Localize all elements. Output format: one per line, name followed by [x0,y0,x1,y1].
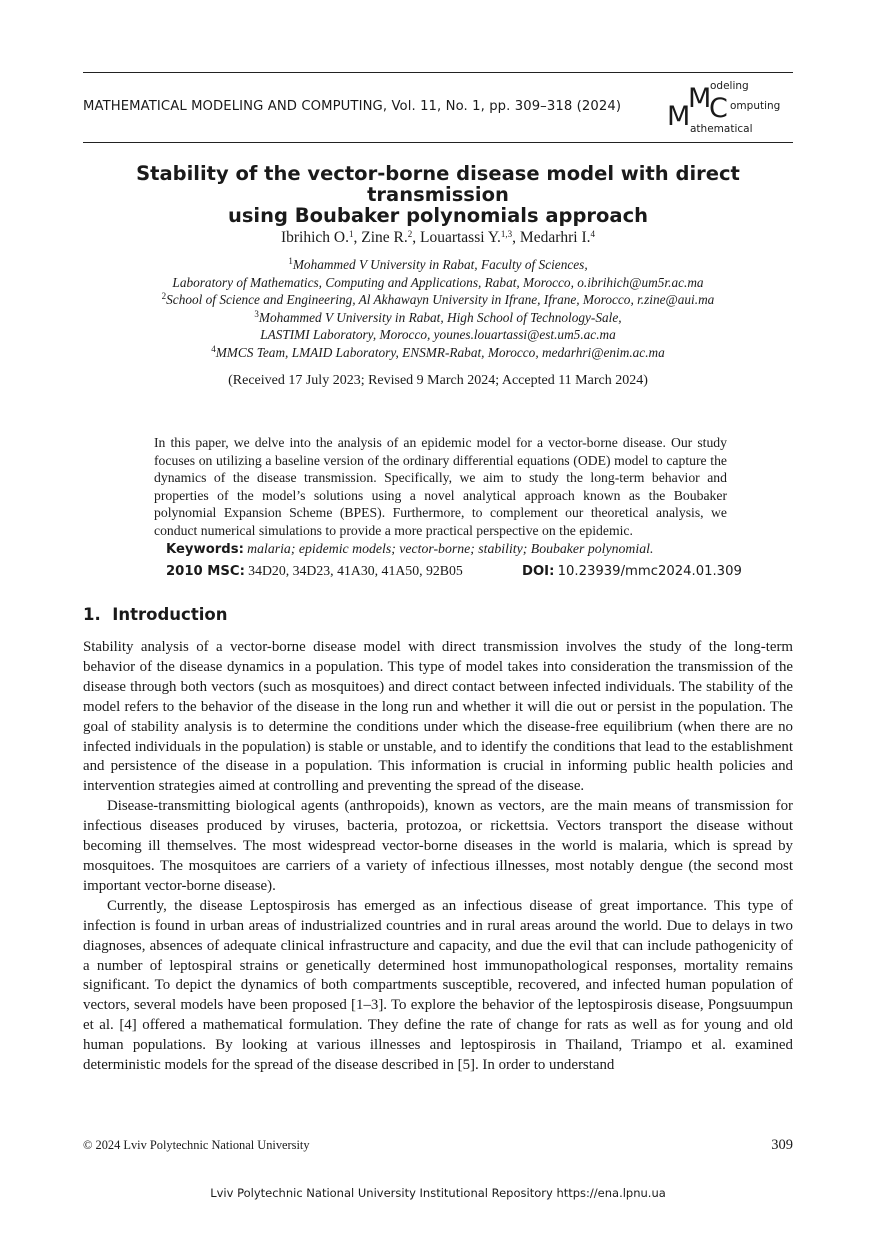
paragraph: Disease-transmitting biological agents (anthropoids), known as vectors, are the main means of transmission for infectious diseases produced by viruses, bacteria, protozoa, or rickettsia. Vectors transport the disease without becoming ill themselves. The most widespread vector-borne diseases in the world is malaria, which is spread by mosquitoes. The mosquitoes are carriers of a variety of infectious illnesses, most notably dengue (the second most important vector-borne disease). [83,798,793,894]
page-number: 309 [771,1137,793,1153]
affiliation-mark: 2 [161,291,167,302]
affiliation-line [83,274,793,292]
paper-title [83,163,793,226]
doi-link[interactable]: 10.23939/mmc2024.01.309 [557,564,742,579]
affiliations [83,256,793,362]
msc-value: 34D20, 34D23, 41A30, 41A50, 92B05 [248,563,463,578]
affiliation-text: Laboratory of Mathematics, Computing and Applications, Rabat, Morocco, o.ibrihich@um5r.ac.ma [172,274,704,290]
abstract: In this paper, we delve into the analysis of an epidemic model for a vector-borne disease. Our study focuses on utilizing a baseline version of the ordinary differential equations (ODE) model to capture the dynamics of the disease transmission. Specifically, we aim to study the long-term behavior and properties of the model’s solutions using a novel analytical approach known as the Boubaker polynomial Expansion Scheme (BPES). Furthermore, to complement our theoretical analysis, we conduct numerical simulations to provide a more practical perspective on the epidemic. [154,435,727,538]
affiliation-text: Mohammed V University in Rabat, Faculty of Sciences, [292,257,588,272]
keywords-value: malaria; epidemic models; vector-borne; stability; Boubaker polynomial. [247,541,654,556]
logo-word-modeling: odeling [710,80,749,92]
author-separator: , [412,229,420,246]
doi-line [522,563,742,579]
keywords-line [166,541,653,557]
title-line-2: using Boubaker polynomials approach [227,204,649,227]
doi-label: DOI: [522,564,555,579]
paragraph: Stability analysis of a vector-borne disease model with direct transmission involves the study of the long-term behavior of the disease dynamics in a population. This type of model takes into consideration the transmission of the disease through both vectors (such as mosquitoes) and direct contact between infected individuals. The stability of the model refers to the behavior of the disease in the long run and whether it will die out or persist in the population. The goal of stability analysis is to determine the conditions under which the disease-free equilibrium (when there are no infected individuals in the population) is stable or unstable, and to identify the conditions that lead to the establishment and persistence of the disease in a population. This information is crucial in informing public health policies and intervention strategies aimed at controlling and preventing the spread of the disease. [83,639,793,795]
title-line-1: Stability of the vector-borne disease model with direct transmission [136,162,740,206]
section-title: Introduction [112,605,228,624]
author-affil-mark: 4 [590,229,596,239]
affiliation-mark: 3 [254,308,259,319]
section-heading [83,605,227,624]
author: Zine R. [361,229,408,246]
keywords-label: Keywords: [166,542,244,557]
author-list [83,229,793,247]
journal-name: MATHEMATICAL MODELING AND COMPUTING, [83,99,388,114]
affiliation-text: LASTIMI Laboratory, Morocco, younes.louartassi@est.um5.ac.ma [260,327,616,343]
paragraph: Currently, the disease Leptospirosis has emerged as an infectious disease of great importance. This type of infection is found in urban areas of industrialized countries and in rural areas around the world. Due to delays in two diagnoses, absences of adequate clinical infrastructure and capacity, and due the evil that can include pathogenicity of a number of leptospiral strains or genetically determined host immunopathological responses, mortality remains significant. To depict the dynamics of both compartments susceptible, recovered, and infected human population of vectors, several models have been proposed [1–3]. To explore the behavior of the leptospirosis disease, Pongsuumpun et al. [4] offered a mathematical formulation. They define the rate of change for rats as well as for young and old human populations. By looking at various illnesses and leptospirosis in Thailand, Triampo et al. examined deterministic models for the spread of the disease described in [5]. In order to understand [83,897,793,1074]
affiliation-line [83,326,793,344]
msc-line [166,563,463,579]
copyright-notice: © 2024 Lviv Polytechnic National University [83,1138,310,1152]
received-dates: (Received 17 July 2023; Revised 9 March 2024; Accepted 11 March 2024) [228,373,648,388]
logo-word-mathematical: athematical [690,123,753,135]
logo-letter-c: C [709,93,728,124]
author-affil-mark: 1,3 [500,229,513,239]
header-bottom-rule [83,142,793,143]
author-separator: , [353,229,362,246]
logo-word-computing: omputing [730,100,781,112]
journal-header [83,99,621,114]
logo-letter-m-lower: M [667,101,691,132]
body-text [83,638,793,1076]
author-affil-mark: 2 [407,229,413,239]
affiliation-line [83,309,793,327]
journal-volume: Vol. 11, No. 1, pp. 309–318 (2024) [391,99,622,114]
section-number: 1. [83,605,101,624]
author: Medarhri I. [519,229,591,246]
author: Louartassi Y. [419,229,501,246]
header-top-rule [83,72,793,73]
affiliation-text: School of Science and Engineering, Al Akhawayn University in Ifrane, Ifrane, Morocco, r.zine@aui.ma [166,292,715,308]
author-affil-mark: 1 [348,229,354,239]
author-separator: , [512,229,520,246]
repository-footer: Lviv Polytechnic National University Institutional Repository https://ena.lpnu.ua [210,1186,666,1200]
author: Ibrihich O. [280,229,349,246]
msc-label: 2010 MSC: [166,564,245,579]
affiliation-text: Mohammed V University in Rabat, High School of Technology-Sale, [258,309,622,325]
affiliation-line [83,291,793,309]
affiliation-line [83,256,793,274]
affiliation-mark: 1 [288,256,293,266]
journal-logo [664,80,794,138]
affiliation-mark: 4 [211,343,216,354]
affiliation-text: MMCS Team, LMAID Laboratory, ENSMR-Rabat, Morocco, medarhri@enim.ac.ma [215,344,665,360]
logo-letter-m-upper: M [688,83,712,114]
affiliation-line [83,344,793,362]
